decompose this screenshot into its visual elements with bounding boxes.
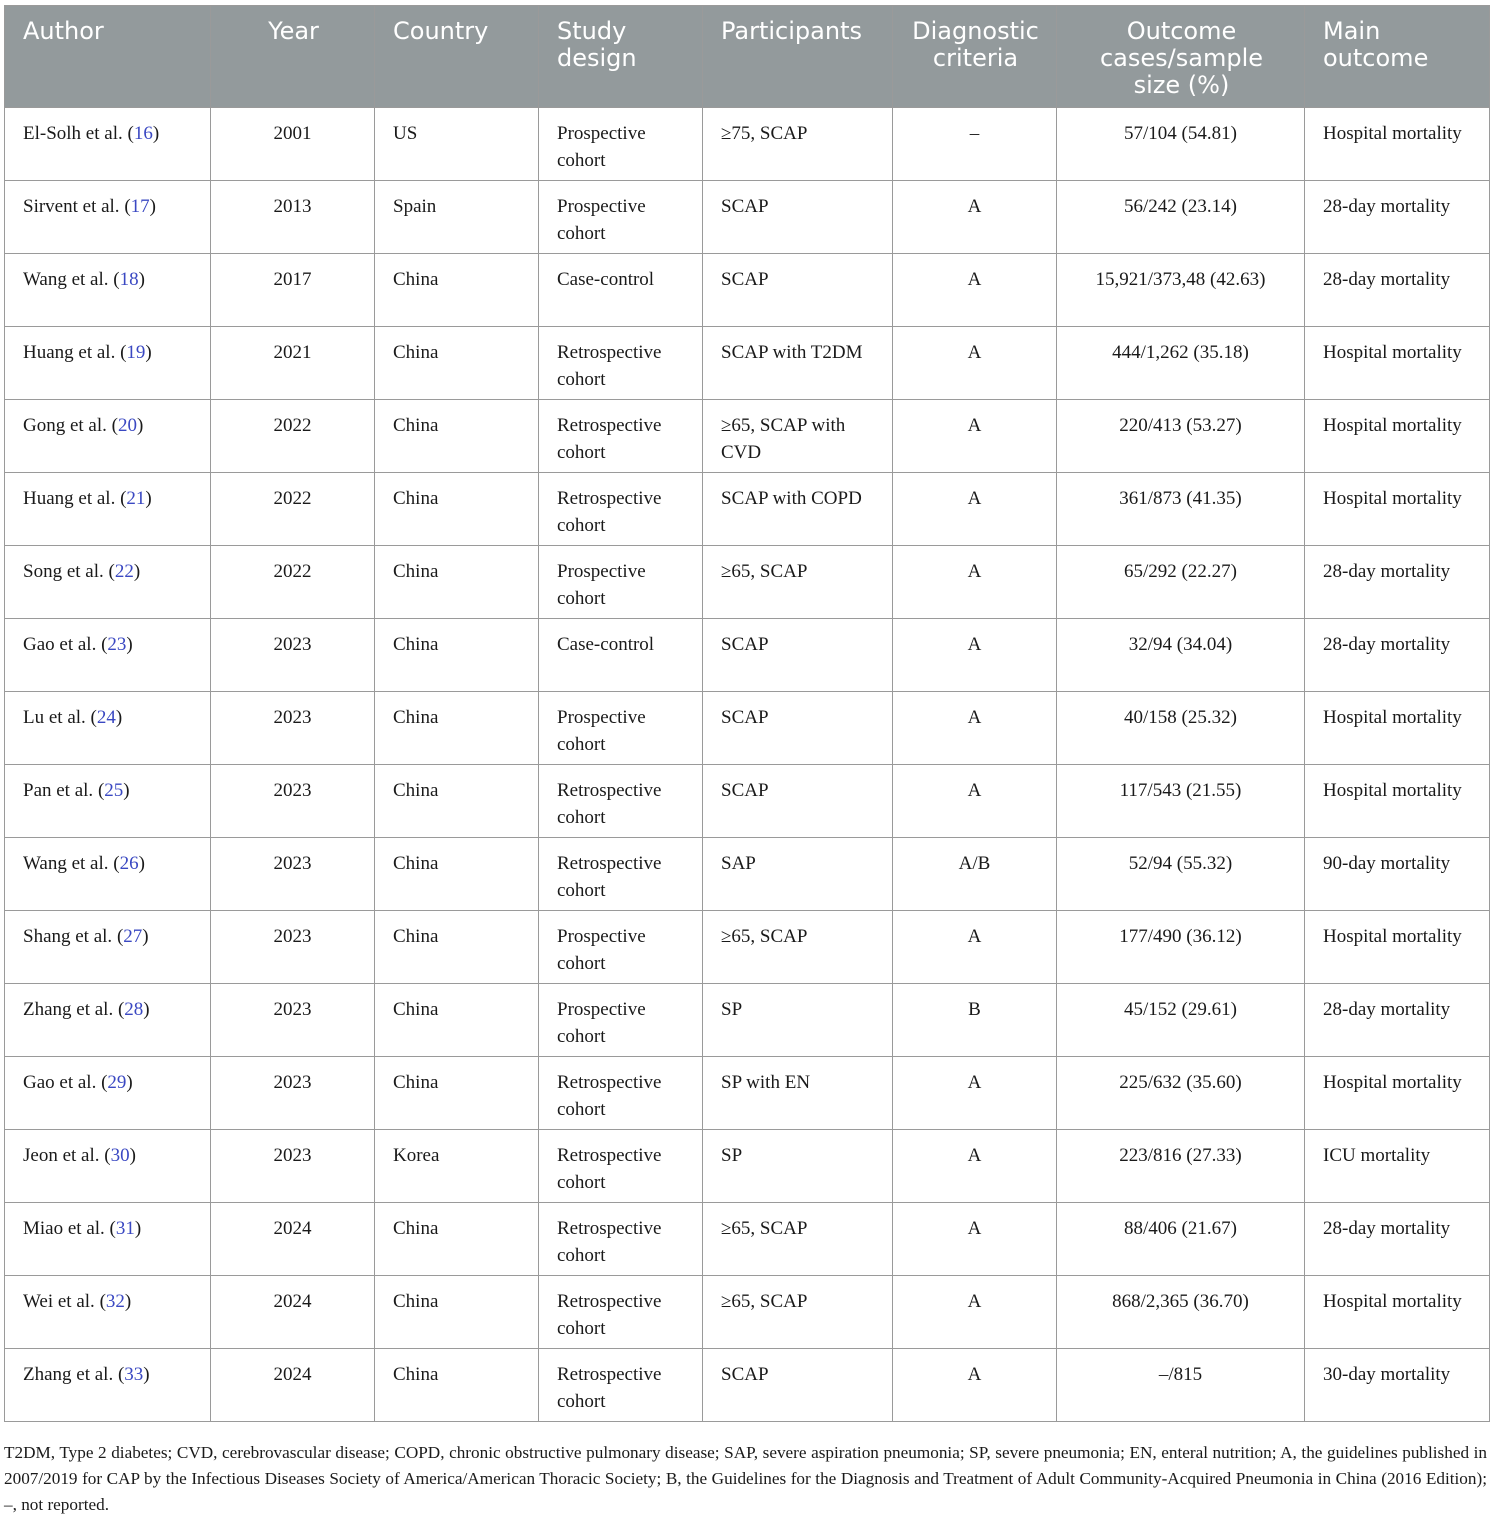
reference-link[interactable]: 21 — [126, 488, 146, 509]
table-row — [5, 838, 1490, 911]
cell-main-outcome: Hospital mortality — [1305, 692, 1490, 765]
cell-author: Gong et al. (20) — [5, 400, 211, 473]
author-name: Sirvent et al. — [23, 196, 120, 217]
cell-year: 2024 — [211, 1276, 375, 1349]
cell-main-outcome: Hospital mortality — [1305, 400, 1490, 473]
author-name: Zhang et al. — [23, 1364, 114, 1385]
cell-study-design: Prospective cohort — [539, 181, 703, 254]
author-name: Gao et al. — [23, 634, 97, 655]
cell-main-outcome: 28-day mortality — [1305, 984, 1490, 1057]
reference-link[interactable]: 22 — [114, 561, 134, 582]
table-row — [5, 1276, 1490, 1349]
cell-country: China — [375, 838, 539, 911]
author-name: Jeon et al. — [23, 1145, 100, 1166]
reference-link[interactable]: 31 — [115, 1218, 135, 1239]
cell-outcome-cases: 57/104 (54.81) — [1057, 108, 1305, 181]
cell-author: Wang et al. (26) — [5, 838, 211, 911]
cell-year: 2021 — [211, 327, 375, 400]
author-name: Wang et al. — [23, 269, 109, 290]
cell-main-outcome: ICU mortality — [1305, 1130, 1490, 1203]
cell-main-outcome: 28-day mortality — [1305, 1203, 1490, 1276]
cell-diagnostic-criteria: A — [893, 254, 1057, 327]
cell-year: 2023 — [211, 692, 375, 765]
table-row — [5, 1349, 1490, 1422]
author-name: Miao et al. — [23, 1218, 105, 1239]
cell-diagnostic-criteria: – — [893, 108, 1057, 181]
cell-year: 2017 — [211, 254, 375, 327]
cell-outcome-cases: 40/158 (25.32) — [1057, 692, 1305, 765]
cell-author: Jeon et al. (30) — [5, 1130, 211, 1203]
cell-country: China — [375, 1203, 539, 1276]
cell-study-design: Prospective cohort — [539, 546, 703, 619]
cell-outcome-cases: 117/543 (21.55) — [1057, 765, 1305, 838]
author-name: Wang et al. — [23, 853, 109, 874]
cell-year: 2024 — [211, 1203, 375, 1276]
author-name: Pan et al. — [23, 780, 94, 801]
cell-year: 2023 — [211, 765, 375, 838]
cell-diagnostic-criteria: A — [893, 473, 1057, 546]
cell-outcome-cases: –/815 — [1057, 1349, 1305, 1422]
cell-year: 2023 — [211, 911, 375, 984]
cell-participants: SCAP — [703, 254, 893, 327]
reference-link[interactable]: 16 — [133, 123, 153, 144]
table-row — [5, 546, 1490, 619]
cell-year: 2001 — [211, 108, 375, 181]
cell-country: China — [375, 254, 539, 327]
cell-outcome-cases: 444/1,262 (35.18) — [1057, 327, 1305, 400]
cell-country: China — [375, 765, 539, 838]
cell-diagnostic-criteria: A — [893, 619, 1057, 692]
cell-outcome-cases: 868/2,365 (36.70) — [1057, 1276, 1305, 1349]
cell-study-design: Retrospective cohort — [539, 838, 703, 911]
cell-country: Spain — [375, 181, 539, 254]
reference-link[interactable]: 19 — [126, 342, 146, 363]
cell-country: China — [375, 984, 539, 1057]
cell-outcome-cases: 15,921/373,48 (42.63) — [1057, 254, 1305, 327]
author-name: Huang et al. — [23, 488, 116, 509]
cell-year: 2022 — [211, 400, 375, 473]
cell-author: Lu et al. (24) — [5, 692, 211, 765]
cell-country: China — [375, 1349, 539, 1422]
cell-diagnostic-criteria: A — [893, 546, 1057, 619]
cell-study-design: Prospective cohort — [539, 984, 703, 1057]
cell-study-design: Prospective cohort — [539, 108, 703, 181]
author-name: Shang et al. — [23, 926, 113, 947]
table-row — [5, 254, 1490, 327]
table-header — [5, 6, 1490, 108]
studies-table — [4, 5, 1490, 1422]
reference-link[interactable]: 17 — [130, 196, 150, 217]
cell-participants: SCAP with COPD — [703, 473, 893, 546]
cell-outcome-cases: 65/292 (22.27) — [1057, 546, 1305, 619]
cell-diagnostic-criteria: A — [893, 911, 1057, 984]
cell-author: Gao et al. (23) — [5, 619, 211, 692]
cell-participants: SCAP — [703, 181, 893, 254]
cell-author: Zhang et al. (33) — [5, 1349, 211, 1422]
cell-main-outcome: Hospital mortality — [1305, 108, 1490, 181]
table-row — [5, 1203, 1490, 1276]
cell-participants: SP — [703, 1130, 893, 1203]
reference-link[interactable]: 28 — [124, 999, 144, 1020]
author-name: Wei et al. — [23, 1291, 95, 1312]
cell-main-outcome: 90-day mortality — [1305, 838, 1490, 911]
table-row — [5, 473, 1490, 546]
cell-participants: SCAP — [703, 692, 893, 765]
cell-diagnostic-criteria: A — [893, 1203, 1057, 1276]
reference-link[interactable]: 23 — [107, 634, 127, 655]
cell-year: 2023 — [211, 984, 375, 1057]
author-name: Lu et al. — [23, 707, 86, 728]
table-body — [5, 108, 1490, 1422]
table-row — [5, 911, 1490, 984]
cell-diagnostic-criteria: A — [893, 765, 1057, 838]
cell-diagnostic-criteria: A — [893, 1057, 1057, 1130]
cell-diagnostic-criteria: A — [893, 181, 1057, 254]
header-diagnostic-criteria: Diagnostic criteria — [893, 6, 1057, 108]
table-row — [5, 181, 1490, 254]
cell-participants: SP — [703, 984, 893, 1057]
cell-country: China — [375, 692, 539, 765]
cell-study-design: Retrospective cohort — [539, 327, 703, 400]
cell-diagnostic-criteria: A/B — [893, 838, 1057, 911]
cell-study-design: Retrospective cohort — [539, 473, 703, 546]
cell-country: China — [375, 327, 539, 400]
cell-participants: SCAP — [703, 1349, 893, 1422]
header-participants: Participants — [703, 6, 893, 108]
cell-participants: ≥65, SCAP — [703, 1203, 893, 1276]
cell-study-design: Case-control — [539, 254, 703, 327]
header-author: Author — [5, 6, 211, 108]
cell-outcome-cases: 225/632 (35.60) — [1057, 1057, 1305, 1130]
cell-country: China — [375, 911, 539, 984]
cell-country: China — [375, 619, 539, 692]
cell-author: Sirvent et al. (17) — [5, 181, 211, 254]
author-name: Huang et al. — [23, 342, 116, 363]
cell-study-design: Retrospective cohort — [539, 1130, 703, 1203]
cell-year: 2024 — [211, 1349, 375, 1422]
cell-outcome-cases: 220/413 (53.27) — [1057, 400, 1305, 473]
cell-study-design: Prospective cohort — [539, 911, 703, 984]
header-main-outcome: Main outcome — [1305, 6, 1490, 108]
cell-study-design: Retrospective cohort — [539, 1057, 703, 1130]
cell-outcome-cases: 177/490 (36.12) — [1057, 911, 1305, 984]
reference-link[interactable]: 27 — [123, 926, 143, 947]
cell-study-design: Case-control — [539, 619, 703, 692]
cell-author: Wang et al. (18) — [5, 254, 211, 327]
cell-year: 2023 — [211, 619, 375, 692]
cell-main-outcome: Hospital mortality — [1305, 1276, 1490, 1349]
cell-participants: SCAP — [703, 619, 893, 692]
cell-study-design: Retrospective cohort — [539, 1203, 703, 1276]
reference-link[interactable]: 20 — [117, 415, 137, 436]
reference-link[interactable]: 25 — [104, 780, 124, 801]
reference-link[interactable]: 24 — [96, 707, 116, 728]
cell-country: US — [375, 108, 539, 181]
reference-link[interactable]: 32 — [105, 1291, 125, 1312]
cell-diagnostic-criteria: A — [893, 1130, 1057, 1203]
author-name: Song et al. — [23, 561, 104, 582]
cell-author: Shang et al. (27) — [5, 911, 211, 984]
cell-diagnostic-criteria: A — [893, 400, 1057, 473]
author-name: Zhang et al. — [23, 999, 114, 1020]
cell-year: 2023 — [211, 1130, 375, 1203]
table-row — [5, 984, 1490, 1057]
cell-author: Zhang et al. (28) — [5, 984, 211, 1057]
cell-diagnostic-criteria: A — [893, 327, 1057, 400]
cell-participants: SCAP — [703, 765, 893, 838]
cell-year: 2023 — [211, 838, 375, 911]
cell-author: El-Solh et al. (16) — [5, 108, 211, 181]
cell-country: China — [375, 473, 539, 546]
cell-outcome-cases: 56/242 (23.14) — [1057, 181, 1305, 254]
cell-outcome-cases: 52/94 (55.32) — [1057, 838, 1305, 911]
header-study-design: Study design — [539, 6, 703, 108]
cell-country: China — [375, 1276, 539, 1349]
cell-diagnostic-criteria: A — [893, 1349, 1057, 1422]
cell-main-outcome: Hospital mortality — [1305, 765, 1490, 838]
reference-link[interactable]: 29 — [107, 1072, 127, 1093]
cell-main-outcome: 28-day mortality — [1305, 546, 1490, 619]
cell-country: China — [375, 546, 539, 619]
author-name: El-Solh et al. — [23, 123, 123, 144]
cell-main-outcome: 28-day mortality — [1305, 619, 1490, 692]
cell-participants: SAP — [703, 838, 893, 911]
cell-main-outcome: 28-day mortality — [1305, 254, 1490, 327]
cell-main-outcome: Hospital mortality — [1305, 327, 1490, 400]
cell-participants: ≥65, SCAP — [703, 1276, 893, 1349]
header-year: Year — [211, 6, 375, 108]
cell-year: 2022 — [211, 546, 375, 619]
cell-main-outcome: Hospital mortality — [1305, 1057, 1490, 1130]
header-row — [5, 6, 1490, 108]
cell-outcome-cases: 88/406 (21.67) — [1057, 1203, 1305, 1276]
cell-study-design: Retrospective cohort — [539, 1276, 703, 1349]
table-footnote: T2DM, Type 2 diabetes; CVD, cerebrovascular disease; COPD, chronic obstructive pulmonary disease; SAP, severe aspiration pneumonia; SP, severe pneumonia; EN, enteral nutrition; A, the guidelines published in 2007/2019 for CAP by the Infectious Diseases Society of America/American Thoracic Society; B, the Guidelines for the Diagnosis and Treatment of Adult Community-Acquired Pneumonia in China (2016 Edition); –, not reported. — [4, 1443, 1487, 1514]
cell-country: China — [375, 400, 539, 473]
table-row — [5, 765, 1490, 838]
cell-author: Song et al. (22) — [5, 546, 211, 619]
cell-main-outcome: 30-day mortality — [1305, 1349, 1490, 1422]
cell-participants: ≥65, SCAP — [703, 546, 893, 619]
table-row — [5, 692, 1490, 765]
cell-study-design: Retrospective cohort — [539, 765, 703, 838]
cell-author: Huang et al. (21) — [5, 473, 211, 546]
table-row — [5, 327, 1490, 400]
cell-participants: SP with EN — [703, 1057, 893, 1130]
table-row — [5, 1130, 1490, 1203]
cell-participants: SCAP with T2DM — [703, 327, 893, 400]
cell-study-design: Prospective cohort — [539, 692, 703, 765]
cell-author: Gao et al. (29) — [5, 1057, 211, 1130]
cell-participants: ≥65, SCAP — [703, 911, 893, 984]
cell-author: Wei et al. (32) — [5, 1276, 211, 1349]
cell-year: 2013 — [211, 181, 375, 254]
cell-outcome-cases: 45/152 (29.61) — [1057, 984, 1305, 1057]
cell-participants: ≥65, SCAP with CVD — [703, 400, 893, 473]
cell-study-design: Retrospective cohort — [539, 400, 703, 473]
cell-outcome-cases: 32/94 (34.04) — [1057, 619, 1305, 692]
header-country: Country — [375, 6, 539, 108]
header-outcome-cases: Outcome cases/sample size (%) — [1057, 6, 1305, 108]
cell-diagnostic-criteria: A — [893, 1276, 1057, 1349]
cell-main-outcome: Hospital mortality — [1305, 911, 1490, 984]
cell-main-outcome: Hospital mortality — [1305, 473, 1490, 546]
reference-link[interactable]: 33 — [124, 1364, 144, 1385]
author-name: Gao et al. — [23, 1072, 97, 1093]
cell-diagnostic-criteria: A — [893, 692, 1057, 765]
cell-year: 2023 — [211, 1057, 375, 1130]
reference-link[interactable]: 26 — [119, 853, 139, 874]
cell-country: China — [375, 1057, 539, 1130]
cell-outcome-cases: 223/816 (27.33) — [1057, 1130, 1305, 1203]
table-row — [5, 108, 1490, 181]
cell-author: Miao et al. (31) — [5, 1203, 211, 1276]
table-row — [5, 400, 1490, 473]
cell-year: 2022 — [211, 473, 375, 546]
table-row — [5, 619, 1490, 692]
cell-outcome-cases: 361/873 (41.35) — [1057, 473, 1305, 546]
cell-study-design: Retrospective cohort — [539, 1349, 703, 1422]
cell-author: Huang et al. (19) — [5, 327, 211, 400]
cell-country: Korea — [375, 1130, 539, 1203]
table-row — [5, 1057, 1490, 1130]
reference-link[interactable]: 18 — [119, 269, 139, 290]
cell-diagnostic-criteria: B — [893, 984, 1057, 1057]
author-name: Gong et al. — [23, 415, 107, 436]
cell-main-outcome: 28-day mortality — [1305, 181, 1490, 254]
cell-participants: ≥75, SCAP — [703, 108, 893, 181]
cell-author: Pan et al. (25) — [5, 765, 211, 838]
reference-link[interactable]: 30 — [110, 1145, 130, 1166]
